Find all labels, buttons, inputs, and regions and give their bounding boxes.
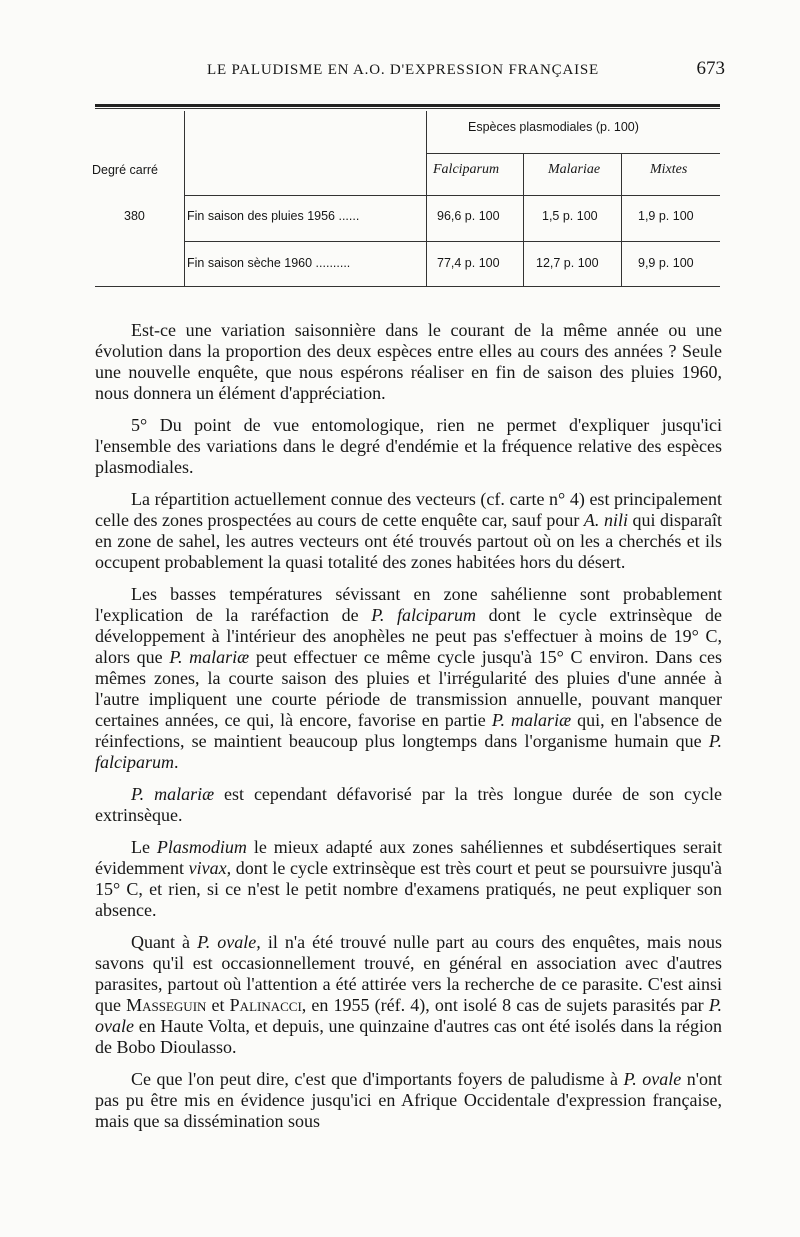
species-name: P. ovale: [95, 995, 722, 1036]
table-top-rule: [95, 104, 720, 107]
text-run: en Haute Volta, et depuis, une quinzaine d'autres cas ont été isolés dans la région de Bobo Dioulasso.: [95, 1016, 722, 1057]
cell-malariae: 1,5 p. 100: [542, 209, 598, 223]
text-run: qui, en l'absence de réinfections, se maintient beaucoup plus longtemps dans l'organisme humain que: [95, 710, 722, 751]
paragraph: Est-ce une variation saisonnière dans le courant de la même année ou une évolution dans la proportion des deux espèces entre elles au cours des années ? Seule une nouvelle enquête, que nous espérons réaliser en fin de saison des pluies 1960, nous donnera un élément d'appréciation.: [95, 320, 722, 403]
page-number: 673: [696, 58, 725, 79]
table-divider: [621, 154, 622, 286]
species-name: P. falciparum: [95, 731, 722, 772]
text-run: dont le cycle extrinsèque est très court et peut se poursuivre jusqu'à 15° C, et rien, si ce n'est le petit nombre d'examens pratiqués, ne peut expliquer son absence.: [95, 858, 722, 920]
species-name: P. falciparum: [371, 605, 476, 625]
body-text: [95, 320, 722, 1143]
text-run: en 1955 (réf. 4), ont isolé 8 cas de sujets parasités par: [306, 995, 709, 1015]
column-header-malariae: Malariae: [548, 162, 601, 177]
paragraph: [95, 837, 722, 921]
table-divider: [184, 111, 185, 286]
cell-falciparum: 77,4 p. 100: [437, 256, 500, 270]
cell-mixtes: 9,9 p. 100: [638, 256, 694, 270]
column-header-mixtes: Mixtes: [650, 162, 688, 177]
text-run: Le: [131, 837, 157, 857]
group-header: Espèces plasmodiales (p. 100): [468, 120, 639, 134]
text-run: qui disparaît en zone de sahel, les autres vecteurs ont été trouvés partout où on les a cherchés et ils occupent probablement la quasi totalité des zones habitées hors du désert.: [95, 510, 722, 572]
species-name: A. nili: [583, 510, 628, 530]
text-run: il n'a été trouvé nulle part au cours des enquêtes, mais nous savons qu'il est occasionnellement trouvé, en général en association avec d'autres parasites, partout où l'attention a été attirée vers la recherche de ce parasite. C'est ainsi que: [95, 932, 723, 1015]
author-name: Palinacci,: [229, 995, 307, 1015]
row-label: Fin saison des pluies 1956 ......: [187, 209, 360, 223]
cell-malariae: 12,7 p. 100: [536, 256, 599, 270]
paragraph: 5° Du point de vue entomologique, rien ne permet d'expliquer jusqu'ici l'ensemble des variations dans le degré d'endémie et la fréquence relative des espèces plasmodiales.: [95, 415, 722, 477]
paragraph: [95, 932, 722, 1058]
table-divider: [523, 154, 524, 286]
degree-value: 380: [124, 209, 145, 223]
text-run: Les basses températures sévissant en zone sahélienne sont probablement l'explication de la raréfaction de: [95, 584, 722, 625]
species-name: P. malariæ: [169, 647, 250, 667]
paragraph: [95, 784, 722, 826]
text-run: .: [174, 752, 179, 772]
table-divider: [426, 153, 720, 154]
text-run: dont le cycle extrinsèque de développement à l'intérieur des anophèles ne peut pas s'effectuer à moins de 19° C, alors que: [95, 605, 722, 667]
text-run: peut effectuer ce même cycle jusqu'à 15° C environ. Dans ces mêmes zones, la courte saison des pluies et l'irrégularité des pluies d'une année à l'autre impliquent une courte période de transmission annuelle, pouvant manquer certaines années, ce qui, là encore, favorise en partie: [95, 647, 723, 730]
table-bottom-rule: [95, 286, 720, 287]
table-divider: [185, 241, 720, 242]
text-run: le mieux adapté aux zones sahéliennes et subdésertiques serait évidemment: [95, 837, 723, 878]
paragraph: [95, 1069, 722, 1132]
text-run: est cependant défavorisé par la très longue durée de son cycle extrinsèque.: [95, 784, 722, 825]
species-name: Plasmodium: [156, 837, 247, 857]
running-header: [95, 58, 725, 80]
paragraph: [95, 489, 722, 573]
species-name: P. malariæ: [131, 784, 215, 804]
table-divider: [426, 111, 427, 286]
table-top-rule-thin: [95, 108, 720, 109]
header-title: LE PALUDISME EN A.O. D'EXPRESSION FRANÇAISE: [207, 62, 600, 78]
species-name: P. malariæ: [491, 710, 572, 730]
paragraph: [95, 584, 722, 773]
species-name: P. ovale: [623, 1069, 682, 1089]
text-run: Quant à: [131, 932, 198, 952]
cell-falciparum: 96,6 p. 100: [437, 209, 500, 223]
text-run: Ce que l'on peut dire, c'est que d'importants foyers de paludisme à: [131, 1069, 624, 1089]
species-name: vivax,: [188, 858, 232, 878]
column-header-falciparum: Falciparum: [433, 162, 500, 177]
text-run: et: [206, 995, 230, 1015]
cell-mixtes: 1,9 p. 100: [638, 209, 694, 223]
text-run: La répartition actuellement connue des vecteurs (cf. carte n° 4) est principalement celle des zones prospectées au cours de cette enquête car, sauf pour: [95, 489, 722, 530]
row-label: Fin saison sèche 1960 ..........: [187, 256, 351, 270]
author-name: Masseguin: [126, 995, 207, 1015]
species-name: P. ovale,: [197, 932, 261, 952]
table-divider: [185, 195, 720, 196]
column-header-degre: Degré carré: [92, 163, 158, 177]
text-run: n'ont pas pu être mis en évidence jusqu'ici en Afrique Occidentale d'expression française, mais que sa dissémination sous: [95, 1069, 723, 1131]
